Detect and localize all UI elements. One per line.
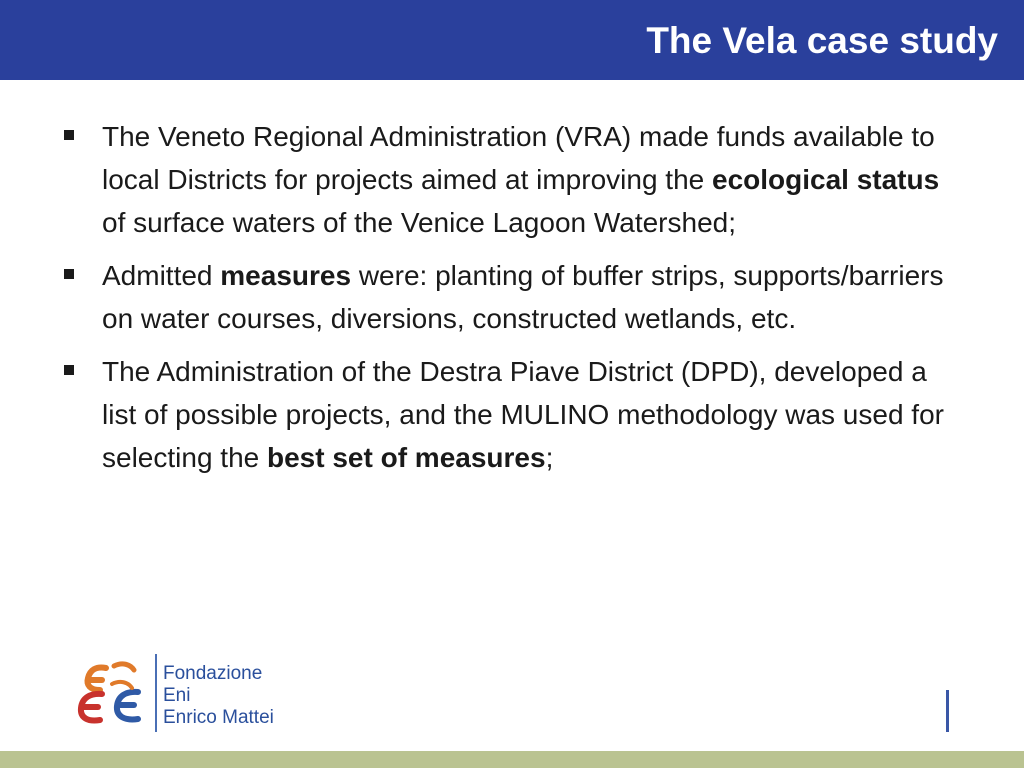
bullet-text-part: of surface waters of the Venice Lagoon Watershed; bbox=[102, 207, 737, 238]
title-bar bbox=[0, 0, 1024, 80]
bullet-text-bold: best set of measures bbox=[267, 442, 546, 473]
bullet-text-part: Admitted bbox=[102, 260, 221, 291]
bullet-text-part: The Veneto Regional Administration (VRA) made funds available to local Districts for projects aimed at improving the bbox=[102, 121, 935, 195]
logo-letter-e-red bbox=[81, 694, 102, 721]
square-bullet-icon bbox=[64, 269, 74, 279]
logo-line-1: Fondazione bbox=[163, 663, 263, 684]
logo-letter-e-blue bbox=[117, 692, 138, 720]
slide-title: The Vela case study bbox=[646, 20, 998, 61]
bullet-text-bold: measures bbox=[220, 260, 352, 291]
bullet-text-part: were: planting of buffer strips, supports/barriers on water courses, diversions, constructed wetlands, etc. bbox=[102, 260, 944, 334]
feem-logo-mark-icon bbox=[76, 658, 148, 728]
bullet-item bbox=[62, 115, 962, 244]
logo-accent-orange bbox=[114, 664, 134, 670]
bullet-text-part: The Administration of the Destra Piave District (DPD), developed a list of possible projects, and the MULINO methodology was used for selecting the bbox=[102, 356, 944, 473]
logo-letter-e-orange bbox=[88, 667, 107, 690]
logo-line-2: Eni bbox=[163, 685, 191, 706]
bullet-text-bold: ecological status bbox=[712, 164, 940, 195]
logo-accent-orange-2 bbox=[112, 682, 132, 688]
footer-band bbox=[0, 751, 1024, 768]
footer-right-rule bbox=[946, 690, 949, 732]
bullet-list bbox=[62, 115, 962, 489]
bullet-item bbox=[62, 254, 962, 340]
logo-line-3: Enrico Mattei bbox=[163, 707, 274, 728]
logo-text bbox=[163, 663, 274, 729]
bullet-item bbox=[62, 350, 962, 479]
fondazione-eni-logo bbox=[76, 654, 306, 734]
bullet-text-part: ; bbox=[545, 442, 554, 473]
square-bullet-icon bbox=[64, 365, 74, 375]
logo-divider bbox=[155, 654, 157, 732]
square-bullet-icon bbox=[64, 130, 74, 140]
